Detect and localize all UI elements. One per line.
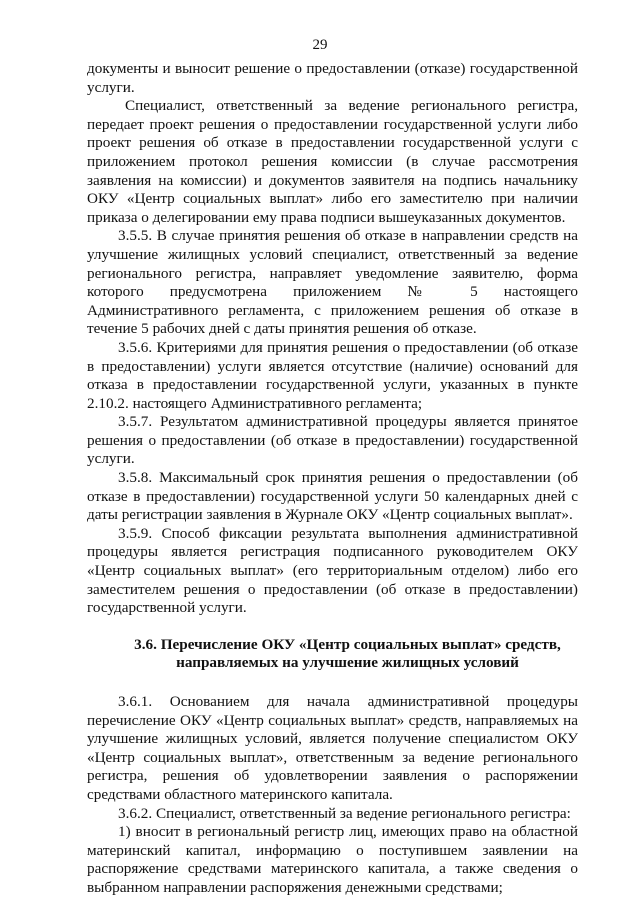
section-heading-line: 3.6. Перечисление ОКУ «Центр социальных выплат» средств, xyxy=(134,635,561,653)
paragraph-3-5-5: 3.5.5. В случае принятия решения об отказе в направлении средств на улучшение жилищных условий специалист, ответственный за ведение регионального регистра, направляет уведомление заявителю, форма которого предусмотрена приложением № 5 настоящего Административного регламента, с приложением решения об отказе в течение 5 рабочих дней с даты принятия решения об отказе. xyxy=(87,227,578,338)
paragraph-3-6-2: 3.6.2. Специалист, ответственный за ведение регионального регистра: xyxy=(118,804,571,822)
paragraph-3-6-1: 3.6.1. Основанием для начала административной процедуры перечисление ОКУ «Центр социальных выплат» средств, направляемых на улучшение жилищных условий, является получение специалистом ОКУ «Центр социальных выплат», ответственным за ведение регионального регистра, решения об удовлетворении заявления о распоряжении средствами областного материнского капитала. xyxy=(87,693,578,803)
paragraph-3-5-7: 3.5.7. Результатом административной процедуры является принятое решения о предоставлении (об отказе в предоставлении) государственной услуги. xyxy=(87,413,578,468)
paragraph-3-5-8: 3.5.8. Максимальный срок принятия решения о предоставлении (об отказе в предоставлении) государственной услуги 50 календарных дней с даты регистрации заявления в Журнале ОКУ «Центр социальных выплат». xyxy=(87,469,578,524)
list-item-1: 1) вносит в региональный регистр лиц, имеющих право на областной материнский капитал, информацию о поступившем заявлении на распоряжение средствами материнского капитала, а также сведения о выбранном направлении распоряжения денежными средствами; xyxy=(87,823,578,896)
paragraph-3-5-9: 3.5.9. Способ фиксации результата выполнения административной процедуры является регистрация подписанного руководителем ОКУ «Центр социальных выплат» (его территориальным отделом) либо его заместителем решения о предоставлении (об отказе в предоставлении) государственной услуги. xyxy=(87,524,578,617)
section-heading-3-6 xyxy=(87,636,578,673)
document-body xyxy=(87,60,578,898)
paragraph-3-5-6: 3.5.6. Критериями для принятия решения о предоставлении (об отказе в предоставлении) услуги является отсутствие (наличие) оснований для отказа в предоставлении государственной услуги, указанных в пункте 2.10.2. настоящего Административного регламента; xyxy=(87,338,578,412)
page-number: 29 xyxy=(312,37,328,53)
paragraph: Специалист, ответственный за ведение регионального регистра, передает проект решения о предоставлении государственной услуги либо проект решения об отказе в предоставлении государственной услуги с приложением протокол решения комиссии (в случае рассмотрения заявления на комиссии) и документов заявителя на подпись начальнику ОКУ «Центр социальных выплат» либо его заместителю при наличии приказа о делегировании ему права подписи вышеуказанных документов. xyxy=(87,97,578,226)
section-heading-line: направляемых на улучшение жилищных условий xyxy=(176,654,519,672)
paragraph: документы и выносит решение о предоставлении (отказе) государственной услуги. xyxy=(87,60,578,96)
